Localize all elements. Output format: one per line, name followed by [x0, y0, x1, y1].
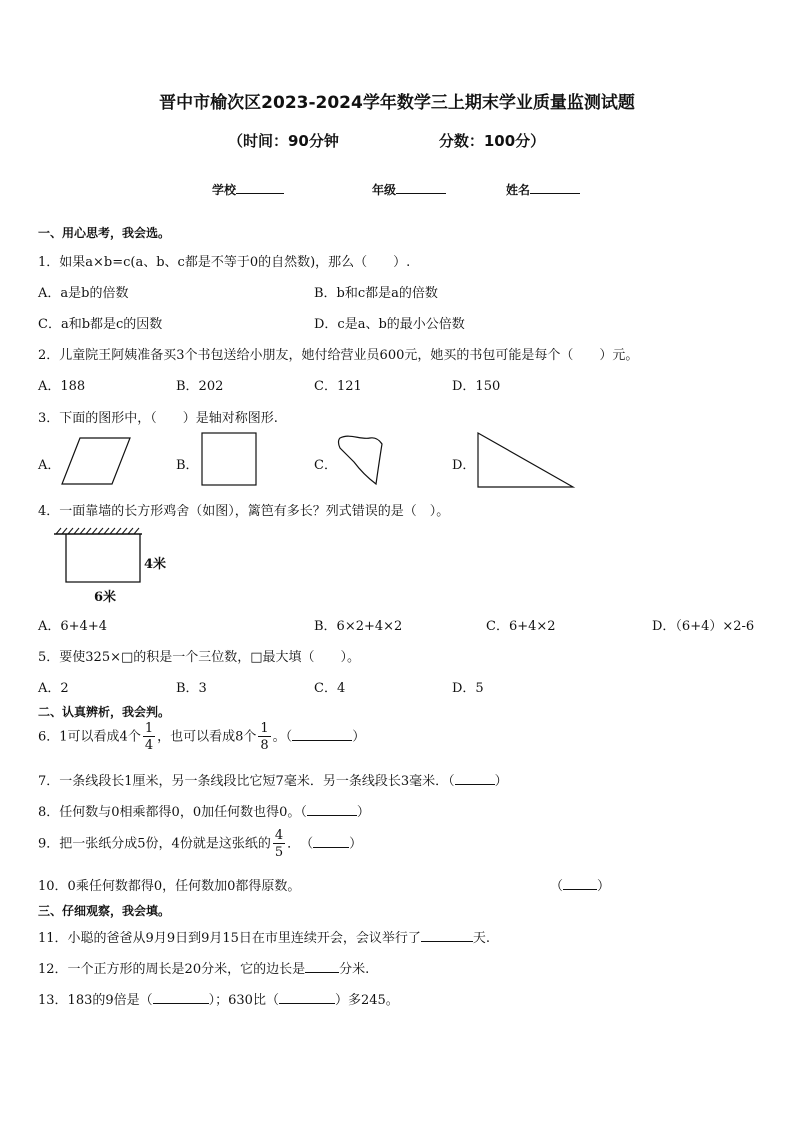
q13-answer-blank-2[interactable]	[279, 992, 335, 1004]
section-3-heading: 三、仔细观察，我会填。	[38, 904, 171, 918]
q7-text: 7．一条线段长1厘米，另一条线段比它短7毫米．另一条线段长3毫米．（	[38, 774, 455, 789]
fraction-four-fifths: $\frac{4}{5}$	[274, 828, 284, 860]
q4-option-a[interactable]: A．6+4+4	[38, 619, 107, 634]
q6-mid: ，也可以看成8个	[157, 729, 257, 745]
section-1-heading: 一、用心思考，我会选。	[38, 226, 171, 240]
q4-option-b[interactable]: B．6×2+4×2	[314, 619, 403, 634]
q5-option-c[interactable]: C．4	[314, 681, 346, 696]
q13	[38, 989, 399, 1008]
q11-pre: 11．小聪的爸爸从9月9日到9月15日在市里连续开会，会议举行了	[38, 931, 421, 946]
fraction-one-eighth: $\frac{1}{8}$	[260, 721, 269, 753]
fraction-one-quarter: $\frac{1}{4}$	[144, 721, 154, 753]
q2-stem: 2．儿童院王阿姨准备买3个书包送给小朋友，她付给营业员600元，她买的书包可能是每个（ ）元。	[38, 348, 639, 363]
q7: 7．一条线段长1厘米，另一条线段比它短7毫米．另一条线段长3毫米．（ ）	[38, 774, 508, 789]
q6: 6．1可以看成4个 $\frac{1}{4}$ ，也可以看成8个 $\frac{1}{8}$ 。（ ）	[38, 721, 366, 753]
q10-text: 10．0乘任何数都得0，任何数加0都得原数。	[38, 879, 301, 894]
q7-answer-blank[interactable]	[455, 773, 495, 785]
q4-option-c[interactable]: C．6+4×2	[486, 619, 556, 634]
q9: 9．把一张纸分成5份，4份就是这张纸的 $\frac{4}{5}$ ． （ ）	[38, 828, 363, 860]
right-triangle-shape	[476, 431, 576, 489]
q12-answer-blank[interactable]	[305, 961, 339, 973]
school-blank[interactable]	[236, 182, 284, 194]
q3-option-b[interactable]: B．	[176, 458, 199, 473]
q2-option-d[interactable]: D．150	[452, 379, 501, 394]
q2-option-c[interactable]: C．121	[314, 379, 362, 394]
grade-field[interactable]	[372, 181, 446, 198]
q1-stem: 1．如果a×b=c(a、b、c都是不等于0的自然数)，那么（ ）.	[38, 255, 411, 270]
q4-option-d[interactable]: D．（6+4）×2-6	[652, 619, 755, 634]
parallelogram-shape	[60, 436, 132, 486]
q12	[38, 958, 369, 977]
q13-answer-blank-1[interactable]	[153, 992, 209, 1004]
q12-pre: 12．一个正方形的周长是20分米，它的边长是	[38, 962, 306, 977]
q2-option-a[interactable]: A．188	[38, 379, 86, 394]
q9-post: ． （	[287, 836, 314, 852]
q13-mid: ）；630比（	[208, 993, 279, 1008]
q10-answer-blank[interactable]	[563, 878, 597, 890]
q9-pre: 9．把一张纸分成5份，4份就是这张纸的	[38, 836, 271, 852]
q11	[38, 927, 490, 946]
exam-score: 分数：100分）	[438, 132, 546, 150]
q6-answer-blank[interactable]	[292, 729, 352, 741]
q10-answer: （ ）	[550, 879, 611, 894]
q9-answer-blank[interactable]	[313, 836, 349, 848]
q13-pre: 13．183的9倍是（	[38, 993, 153, 1008]
name-label: 姓名	[506, 183, 531, 197]
q3-option-a[interactable]: A．	[38, 458, 61, 473]
q11-post: 天.	[472, 931, 491, 946]
irregular-shape	[334, 432, 386, 488]
q1-option-d[interactable]: D．c是a、b的最小公倍数	[314, 317, 465, 332]
q6-post: 。（	[272, 729, 293, 745]
grade-label: 年级	[372, 183, 397, 197]
exam-time: （时间：90分钟	[228, 132, 339, 150]
q4-bottom-label: 6米	[94, 590, 117, 605]
q4-side-label: 4米	[144, 557, 167, 572]
chicken-coop-figure	[54, 528, 144, 584]
q3-option-c[interactable]: C．	[314, 458, 337, 473]
q3-stem: 3．下面的图形中，（ ）是轴对称图形.	[38, 411, 278, 426]
q6-pre: 6．1可以看成4个	[38, 729, 141, 745]
q8-text: 8．任何数与0相乘都得0，0加任何数也得0。（	[38, 805, 307, 820]
q8-answer-blank[interactable]	[307, 804, 357, 816]
school-field[interactable]	[212, 181, 284, 198]
q5-option-a[interactable]: A．2	[38, 681, 69, 696]
q8: 8．任何数与0相乘都得0，0加任何数也得0。（ ）	[38, 805, 370, 820]
q2-option-b[interactable]: B．202	[176, 379, 224, 394]
q5-stem: 5．要使325×□的积是一个三位数，□最大填（ ）。	[38, 650, 361, 665]
q11-answer-blank[interactable]	[421, 930, 473, 942]
name-field[interactable]	[506, 181, 580, 198]
q1-option-b[interactable]: B．b和c都是a的倍数	[314, 286, 438, 301]
q12-post: 分米.	[339, 962, 370, 977]
grade-blank[interactable]	[396, 182, 446, 194]
section-2-heading: 二、认真辨析，我会判。	[38, 705, 171, 719]
page-title: 晋中市榆次区2023-2024学年数学三上期末学业质量监测试题	[159, 93, 635, 113]
square-shape	[200, 431, 258, 487]
q5-option-d[interactable]: D．5	[452, 681, 484, 696]
name-blank[interactable]	[530, 182, 580, 194]
q3-option-d[interactable]: D．	[452, 458, 476, 473]
school-label: 学校	[212, 183, 237, 197]
q13-post: ）多245。	[334, 993, 399, 1008]
q5-option-b[interactable]: B．3	[176, 681, 207, 696]
q1-option-a[interactable]: A．a是b的倍数	[38, 286, 129, 301]
exam-meta	[228, 130, 545, 151]
q1-option-c[interactable]: C．a和b都是c的因数	[38, 317, 163, 332]
q4-stem: 4．一面靠墙的长方形鸡舍（如图），篱笆有多长？列式错误的是（ ）。	[38, 504, 450, 519]
